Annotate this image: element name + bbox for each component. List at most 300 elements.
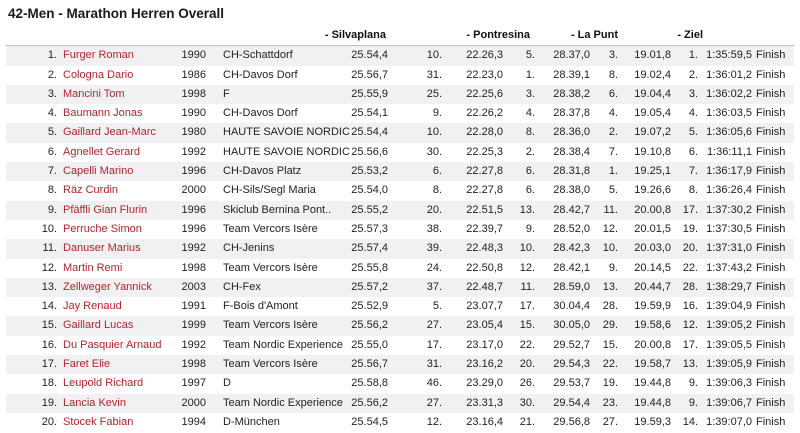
ziel-split-time: 19.07,2 — [634, 126, 671, 139]
la-punt-time: 28.38,4 — [553, 145, 590, 158]
la-punt-time: 28.38,2 — [553, 87, 590, 100]
total-time: 1:36:01,2 — [706, 68, 752, 81]
la-punt-time: 29.56,8 — [553, 415, 590, 428]
silvaplana-rank: 31. — [426, 358, 442, 371]
pontresina-time: 22.26,3 — [466, 49, 503, 62]
total-time: 1:37:31,0 — [706, 242, 752, 255]
rank-cell: 4. — [47, 107, 57, 120]
la-punt-rank: 23. — [602, 396, 618, 409]
rank-cell: 11. — [42, 242, 57, 255]
ziel-rank: 14. — [682, 415, 698, 428]
table-row — [6, 104, 794, 123]
silvaplana-rank: 6. — [432, 165, 442, 178]
finish-status: Finish — [756, 300, 786, 313]
la-punt-time: 28.42,1 — [553, 261, 590, 274]
finish-status: Finish — [756, 261, 786, 274]
silvaplana-rank: 12. — [426, 415, 442, 428]
ziel-split-time: 20.00,8 — [634, 203, 671, 216]
silvaplana-rank: 46. — [426, 377, 442, 390]
ziel-split-time: 20.44,7 — [634, 280, 671, 293]
pontresina-rank: 5. — [525, 49, 535, 62]
pontresina-time: 23.29,0 — [466, 377, 503, 390]
finish-status: Finish — [756, 184, 786, 197]
la-punt-time: 28.38,0 — [553, 184, 590, 197]
club-cell: CH-Davos Dorf — [223, 107, 298, 120]
table-row — [6, 66, 794, 85]
silvaplana-time: 25.54,5 — [351, 415, 388, 428]
la-punt-time: 28.42,3 — [553, 242, 590, 255]
club-cell: CH-Davos Platz — [223, 165, 302, 178]
athlete-name-link[interactable]: Baumann Jonas — [63, 107, 143, 120]
finish-status: Finish — [756, 319, 786, 332]
table-row — [6, 336, 794, 355]
table-row — [6, 413, 794, 432]
pontresina-time: 23.31,3 — [466, 396, 503, 409]
total-time: 1:38:29,7 — [706, 280, 752, 293]
finish-status: Finish — [756, 377, 786, 390]
pontresina-time: 23.05,4 — [466, 319, 503, 332]
rank-cell: 9. — [47, 203, 57, 216]
ziel-rank: 5. — [688, 126, 698, 139]
athlete-name-link[interactable]: Zellweger Yannick — [63, 280, 152, 293]
pontresina-rank: 9. — [525, 222, 535, 235]
ziel-rank: 28. — [682, 280, 698, 293]
pontresina-rank: 8. — [525, 126, 535, 139]
silvaplana-rank: 25. — [426, 87, 442, 100]
total-time: 1:37:30,2 — [706, 203, 752, 216]
silvaplana-rank: 24. — [426, 261, 442, 274]
athlete-name-link[interactable]: Perruche Simon — [63, 222, 142, 235]
finish-status: Finish — [756, 87, 786, 100]
results-table — [6, 26, 794, 432]
pontresina-time: 22.50,8 — [466, 261, 503, 274]
total-time: 1:39:05,9 — [706, 358, 752, 371]
silvaplana-rank: 27. — [426, 319, 442, 332]
birth-year-cell: 1994 — [181, 415, 206, 428]
ziel-rank: 8. — [688, 184, 698, 197]
total-time: 1:39:05,5 — [706, 338, 752, 351]
birth-year-cell: 1992 — [181, 242, 206, 255]
pontresina-time: 22.25,6 — [466, 87, 503, 100]
athlete-name-link[interactable]: Du Pasquier Arnaud — [63, 338, 162, 351]
pontresina-time: 22.28,0 — [466, 126, 503, 139]
ziel-split-time: 19.59,9 — [634, 300, 671, 313]
table-row — [6, 297, 794, 316]
pontresina-rank: 17. — [519, 300, 535, 313]
pontresina-time: 23.17,0 — [466, 338, 503, 351]
ziel-split-time: 19.44,8 — [634, 377, 671, 390]
silvaplana-time: 25.54,1 — [351, 107, 388, 120]
table-row — [6, 85, 794, 104]
la-punt-rank: 4. — [608, 107, 618, 120]
athlete-name-link[interactable]: Mancini Tom — [63, 87, 125, 100]
ziel-split-time: 19.02,4 — [634, 68, 671, 81]
la-punt-rank: 15. — [602, 338, 618, 351]
pontresina-time: 23.07,7 — [466, 300, 503, 313]
club-cell: HAUTE SAVOIE NORDIC — [223, 145, 350, 158]
silvaplana-rank: 38. — [426, 222, 442, 235]
birth-year-cell: 2000 — [181, 184, 206, 197]
ziel-rank: 9. — [688, 377, 698, 390]
la-punt-rank: 13. — [602, 280, 618, 293]
finish-status: Finish — [756, 165, 786, 178]
rank-cell: 5. — [47, 126, 57, 139]
silvaplana-time: 25.55,8 — [351, 261, 388, 274]
ziel-split-time: 19.05,4 — [634, 107, 671, 120]
rank-cell: 18. — [41, 377, 57, 390]
pontresina-rank: 2. — [525, 145, 535, 158]
ziel-split-time: 19.58,7 — [634, 358, 671, 371]
silvaplana-time: 25.54,0 — [351, 184, 388, 197]
finish-status: Finish — [756, 68, 786, 81]
rank-cell: 17. — [41, 358, 57, 371]
athlete-name-link[interactable]: Räz Curdin — [63, 184, 119, 197]
silvaplana-time: 25.55,2 — [351, 203, 388, 216]
table-row — [6, 220, 794, 239]
pontresina-rank: 6. — [525, 184, 535, 197]
finish-status: Finish — [756, 358, 786, 371]
rank-cell: 7. — [47, 165, 57, 178]
page-title: 42-Men - Marathon Herren Overall — [8, 6, 225, 21]
total-time: 1:36:26,4 — [706, 184, 752, 197]
pontresina-time: 22.48,3 — [466, 242, 503, 255]
silvaplana-time: 25.56,7 — [351, 358, 388, 371]
birth-year-cell: 1999 — [181, 319, 206, 332]
club-cell: Team Vercors Isère — [223, 358, 318, 371]
la-punt-rank: 12. — [602, 222, 618, 235]
pontresina-time: 22.27,8 — [466, 184, 503, 197]
athlete-name-link[interactable]: Faret Elie — [63, 358, 111, 371]
total-time: 1:39:07,0 — [706, 415, 752, 428]
athlete-name-link[interactable]: Gaillard Jean-Marc — [63, 126, 156, 139]
finish-status: Finish — [756, 415, 786, 428]
silvaplana-rank: 31. — [426, 68, 442, 81]
ziel-split-time: 19.01,8 — [634, 49, 671, 62]
la-punt-rank: 5. — [608, 184, 618, 197]
club-cell: CH-Fex — [223, 280, 261, 293]
pontresina-rank: 15. — [519, 319, 535, 332]
birth-year-cell: 1992 — [181, 338, 206, 351]
rank-cell: 1. — [47, 49, 57, 62]
silvaplana-time: 25.57,2 — [351, 280, 388, 293]
birth-year-cell: 1997 — [181, 377, 206, 390]
birth-year-cell: 1998 — [181, 261, 206, 274]
pontresina-time: 22.25,3 — [466, 145, 503, 158]
club-cell: CH-Sils/Segl Maria — [223, 184, 316, 197]
total-time: 1:36:05,6 — [706, 126, 752, 139]
birth-year-cell: 1986 — [181, 68, 206, 81]
club-cell: D — [223, 377, 231, 390]
athlete-name-link[interactable]: Leupold Richard — [63, 377, 144, 390]
finish-status: Finish — [756, 222, 786, 235]
total-time: 1:36:03,5 — [706, 107, 752, 120]
la-punt-time: 28.59,0 — [553, 280, 590, 293]
table-body — [6, 46, 794, 432]
finish-status: Finish — [756, 126, 786, 139]
club-cell: Team Nordic Experience — [223, 338, 343, 351]
birth-year-cell: 2000 — [181, 396, 206, 409]
birth-year-cell: 1990 — [181, 49, 206, 62]
athlete-name-link[interactable]: Jay Renaud — [63, 300, 122, 313]
athlete-name-link[interactable]: Martin Remi — [63, 261, 123, 274]
silvaplana-time: 25.58,8 — [351, 377, 388, 390]
birth-year-cell: 1998 — [181, 87, 206, 100]
la-punt-rank: 11. — [603, 203, 618, 216]
club-cell: Team Vercors Isère — [223, 319, 318, 332]
athlete-name-link[interactable]: Gaillard Lucas — [63, 319, 134, 332]
pontresina-rank: 21. — [519, 415, 535, 428]
la-punt-time: 29.54,3 — [553, 358, 590, 371]
ziel-split-time: 19.59,3 — [634, 415, 671, 428]
club-cell: Team Vercors Isère — [223, 261, 318, 274]
table-row — [6, 143, 794, 162]
silvaplana-time: 25.56,2 — [351, 319, 388, 332]
athlete-name-link[interactable]: Furger Roman — [63, 49, 134, 62]
pontresina-rank: 6. — [525, 165, 535, 178]
la-punt-rank: 19. — [602, 377, 618, 390]
silvaplana-time: 25.56,7 — [351, 68, 388, 81]
la-punt-time: 30.05,0 — [553, 319, 590, 332]
athlete-name-link[interactable]: Pfäffli Gian Flurin — [63, 203, 148, 216]
total-time: 1:35:59,5 — [706, 49, 752, 62]
club-cell: CH-Jenins — [223, 242, 275, 255]
la-punt-time: 29.52,7 — [553, 338, 590, 351]
ziel-rank: 4. — [688, 107, 698, 120]
total-time: 1:39:05,2 — [706, 319, 752, 332]
club-cell: F — [223, 87, 230, 100]
athlete-name-link[interactable]: Stocek Fabian — [63, 415, 134, 428]
birth-year-cell: 1991 — [181, 300, 206, 313]
silvaplana-time: 25.56,6 — [351, 145, 388, 158]
la-punt-rank: 27. — [602, 415, 618, 428]
silvaplana-time: 25.55,9 — [351, 87, 388, 100]
ziel-split-time: 19.44,8 — [634, 396, 671, 409]
finish-status: Finish — [756, 338, 786, 351]
total-time: 1:36:02,2 — [706, 87, 752, 100]
silvaplana-rank: 10. — [426, 126, 442, 139]
total-time: 1:39:06,7 — [706, 396, 752, 409]
table-row — [6, 181, 794, 200]
birth-year-cell: 1996 — [181, 165, 206, 178]
club-cell: Team Vercors Isère — [223, 222, 318, 235]
total-time: 1:36:11,1 — [706, 145, 752, 158]
table-row — [6, 355, 794, 374]
ziel-rank: 16. — [682, 300, 698, 313]
la-punt-rank: 10. — [602, 242, 618, 255]
pontresina-rank: 1. — [525, 68, 535, 81]
table-row — [6, 316, 794, 335]
finish-status: Finish — [756, 145, 786, 158]
la-punt-rank: 22. — [602, 358, 618, 371]
silvaplana-rank: 27. — [426, 396, 442, 409]
la-punt-time: 28.37,8 — [553, 107, 590, 120]
rank-cell: 8. — [47, 184, 57, 197]
pontresina-time: 23.16,4 — [466, 415, 503, 428]
pontresina-rank: 26. — [519, 377, 535, 390]
athlete-name-link[interactable]: Capelli Marino — [63, 165, 134, 178]
pontresina-rank: 10. — [519, 242, 535, 255]
birth-year-cell: 1980 — [181, 126, 206, 139]
silvaplana-rank: 9. — [432, 107, 442, 120]
ziel-rank: 17. — [682, 203, 698, 216]
birth-year-cell: 1990 — [181, 107, 206, 120]
silvaplana-time: 25.52,9 — [351, 300, 388, 313]
silvaplana-time: 25.55,0 — [351, 338, 388, 351]
ziel-rank: 12. — [682, 319, 698, 332]
la-punt-time: 29.53,7 — [553, 377, 590, 390]
total-time: 1:39:06,3 — [706, 377, 752, 390]
la-punt-time: 30.04,4 — [553, 300, 590, 313]
pontresina-rank: 3. — [525, 87, 535, 100]
ziel-split-time: 20.03,0 — [634, 242, 671, 255]
rank-cell: 16. — [41, 338, 57, 351]
la-punt-time: 28.37,0 — [553, 49, 590, 62]
la-punt-rank: 7. — [608, 145, 618, 158]
la-punt-rank: 8. — [608, 68, 618, 81]
ziel-rank: 19. — [682, 222, 698, 235]
silvaplana-rank: 17. — [426, 338, 442, 351]
total-time: 1:36:17,9 — [706, 165, 752, 178]
pontresina-rank: 4. — [525, 107, 535, 120]
table-row — [6, 374, 794, 393]
ziel-rank: 3. — [688, 87, 698, 100]
finish-status: Finish — [756, 203, 786, 216]
pontresina-rank: 30. — [519, 396, 535, 409]
birth-year-cell: 1992 — [181, 145, 206, 158]
finish-status: Finish — [756, 396, 786, 409]
rank-cell: 19. — [41, 396, 57, 409]
ziel-rank: 1. — [688, 49, 698, 62]
athlete-name-link[interactable]: Danuser Marius — [63, 242, 141, 255]
athlete-name-link[interactable]: Agnellet Gerard — [63, 145, 141, 158]
silvaplana-rank: 5. — [432, 300, 442, 313]
club-cell: Team Nordic Experience — [223, 396, 343, 409]
athlete-name-link[interactable]: Lancia Kevin — [63, 396, 126, 409]
total-time: 1:37:30,5 — [706, 222, 752, 235]
pontresina-rank: 11. — [520, 280, 535, 293]
silvaplana-time: 25.57,3 — [351, 222, 388, 235]
rank-cell: 2. — [47, 68, 57, 81]
table-row — [6, 278, 794, 297]
silvaplana-time: 25.57,4 — [351, 242, 388, 255]
ziel-rank: 13. — [682, 358, 698, 371]
silvaplana-rank: 37. — [426, 280, 442, 293]
la-punt-rank: 29. — [602, 319, 618, 332]
silvaplana-rank: 10. — [426, 49, 442, 62]
la-punt-rank: 6. — [608, 87, 618, 100]
athlete-name-link[interactable]: Cologna Dario — [63, 68, 134, 81]
birth-year-cell: 1996 — [181, 222, 206, 235]
pontresina-time: 22.48,7 — [466, 280, 503, 293]
ziel-split-time: 19.04,4 — [634, 87, 671, 100]
total-time: 1:39:04,9 — [706, 300, 752, 313]
silvaplana-time: 25.54,4 — [351, 126, 388, 139]
pontresina-time: 22.23,0 — [466, 68, 503, 81]
la-punt-rank: 9. — [608, 261, 618, 274]
rank-cell: 12. — [41, 261, 57, 274]
rank-cell: 15. — [41, 319, 57, 332]
pontresina-rank: 13. — [519, 203, 535, 216]
table-row — [6, 394, 794, 413]
silvaplana-rank: 20. — [426, 203, 442, 216]
ziel-rank: 2. — [688, 68, 698, 81]
ziel-split-time: 20.00,8 — [634, 338, 671, 351]
la-punt-rank: 3. — [608, 49, 618, 62]
column-header-la-punt: - La Punt — [570, 29, 618, 41]
birth-year-cell: 2003 — [181, 280, 206, 293]
silvaplana-rank: 39. — [426, 242, 442, 255]
club-cell: CH-Davos Dorf — [223, 68, 298, 81]
ziel-rank: 20. — [682, 242, 698, 255]
birth-year-cell: 1998 — [181, 358, 206, 371]
silvaplana-rank: 8. — [432, 184, 442, 197]
la-punt-time: 28.39,1 — [553, 68, 590, 81]
club-cell: HAUTE SAVOIE NORDIC — [223, 126, 350, 139]
ziel-rank: 22. — [682, 261, 698, 274]
pontresina-rank: 22. — [519, 338, 535, 351]
column-header-pontresina: - Pontresina — [466, 29, 530, 41]
ziel-rank: 9. — [688, 396, 698, 409]
rank-cell: 13. — [41, 280, 57, 293]
silvaplana-rank: 30. — [426, 145, 442, 158]
pontresina-time: 22.39,7 — [466, 222, 503, 235]
club-cell: Skiclub Bernina Pont.. — [223, 203, 332, 216]
ziel-split-time: 19.58,6 — [634, 319, 671, 332]
rank-cell: 6. — [47, 145, 57, 158]
pontresina-time: 22.51,5 — [466, 203, 503, 216]
club-cell: F-Bois d'Amont — [223, 300, 298, 313]
birth-year-cell: 1996 — [181, 203, 206, 216]
la-punt-time: 28.31,8 — [553, 165, 590, 178]
la-punt-rank: 28. — [602, 300, 618, 313]
silvaplana-time: 25.53,2 — [351, 165, 388, 178]
pontresina-rank: 20. — [519, 358, 535, 371]
ziel-split-time: 20.14,5 — [634, 261, 671, 274]
ziel-rank: 6. — [688, 145, 698, 158]
la-punt-rank: 2. — [608, 126, 618, 139]
la-punt-time: 29.54,4 — [553, 396, 590, 409]
ziel-split-time: 20.01,5 — [634, 222, 671, 235]
table-header — [6, 26, 794, 46]
finish-status: Finish — [756, 49, 786, 62]
la-punt-time: 28.42,7 — [553, 203, 590, 216]
pontresina-rank: 12. — [519, 261, 535, 274]
la-punt-time: 28.36,0 — [553, 126, 590, 139]
silvaplana-time: 25.54,4 — [351, 49, 388, 62]
club-cell: D-München — [223, 415, 280, 428]
la-punt-rank: 1. — [608, 165, 618, 178]
rank-cell: 3. — [47, 87, 57, 100]
column-header-ziel: - Ziel — [677, 29, 703, 41]
rank-cell: 10. — [41, 222, 57, 235]
rank-cell: 14. — [41, 300, 57, 313]
table-row — [6, 46, 794, 65]
table-row — [6, 259, 794, 278]
ziel-rank: 17. — [682, 338, 698, 351]
ziel-split-time: 19.10,8 — [634, 145, 671, 158]
ziel-split-time: 19.26,6 — [634, 184, 671, 197]
pontresina-time: 23.16,2 — [466, 358, 503, 371]
ziel-split-time: 19.25,1 — [634, 165, 671, 178]
table-row — [6, 201, 794, 220]
rank-cell: 20. — [41, 415, 57, 428]
finish-status: Finish — [756, 242, 786, 255]
ziel-rank: 7. — [688, 165, 698, 178]
pontresina-time: 22.26,2 — [466, 107, 503, 120]
club-cell: CH-Schattdorf — [223, 49, 293, 62]
table-row — [6, 162, 794, 181]
pontresina-time: 22.27,8 — [466, 165, 503, 178]
